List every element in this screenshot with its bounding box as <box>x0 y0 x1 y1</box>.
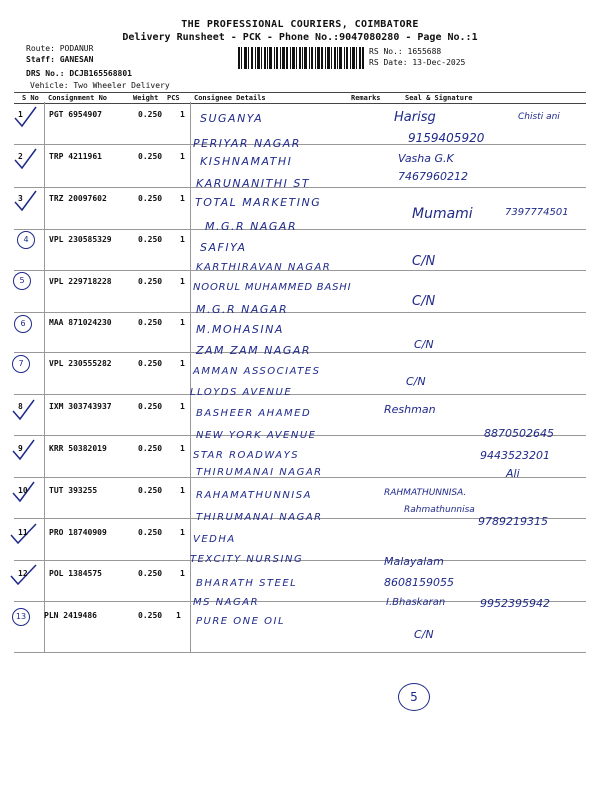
row-weight: 0.250 <box>138 486 163 495</box>
signature: Reshman <box>384 403 436 416</box>
signature-note: Chisti ani <box>518 112 560 122</box>
consignee-address: NEW YORK AVENUE <box>196 430 317 441</box>
runsheet-title: Delivery Runsheet - PCK - Phone No.:9047080280 - Page No.:1 <box>122 32 478 43</box>
row-consignment: TUT 393255 <box>49 486 98 495</box>
consignee-address: KARTHIRAVAN NAGAR <box>196 262 332 273</box>
consignee-address: LLOYDS AVENUE <box>190 387 293 398</box>
signature: C/N <box>406 375 426 388</box>
signature: Malayalam <box>384 555 444 568</box>
row-pcs: 1 <box>180 152 185 161</box>
signature: C/N <box>414 338 434 351</box>
phone-number: 9789219315 <box>478 515 548 528</box>
consignee-name: NOORUL MUHAMMED BASHI <box>193 282 352 293</box>
row-sno: 12 <box>18 569 28 578</box>
consignee-name: SAFIYA <box>200 241 247 254</box>
consignee-name: M.MOHASINA <box>196 323 284 336</box>
rs-date: RS Date: 13-Dec-2025 <box>369 58 466 67</box>
route-label: Route: PODANUR <box>26 44 94 53</box>
consignee-address: KARUNANITHI ST <box>196 177 311 190</box>
row-weight: 0.250 <box>138 110 163 119</box>
row-rule <box>14 229 586 230</box>
consignee-address: MS NAGAR <box>193 597 260 608</box>
signature: C/N <box>412 294 436 309</box>
row-consignment: TRZ 20097602 <box>49 194 107 203</box>
row-pcs: 1 <box>180 486 185 495</box>
consignee-address: M.G.R NAGAR <box>196 303 289 316</box>
row-weight: 0.250 <box>138 318 163 327</box>
row-pcs: 1 <box>180 235 185 244</box>
signature-note: C/N <box>414 628 434 641</box>
company-name: THE PROFESSIONAL COURIERS, COIMBATORE <box>181 19 419 30</box>
tick-icon <box>12 104 38 130</box>
col-remarks: Remarks <box>351 94 381 102</box>
consignee-name: BASHEER AHAMED <box>196 408 312 419</box>
row-weight: 0.250 <box>138 277 163 286</box>
row-consignment: MAA 871024230 <box>49 318 112 327</box>
row-sno: 9 <box>18 444 23 453</box>
consignee-name: KISHNAMATHI <box>200 155 293 168</box>
row-circle-mark: 7 <box>12 355 30 373</box>
consignee-address: ZAM ZAM NAGAR <box>196 344 312 357</box>
row-weight: 0.250 <box>138 444 163 453</box>
row-pcs: 1 <box>180 528 185 537</box>
header-rule-bottom <box>14 103 586 104</box>
row-consignment: KRR 50382019 <box>49 444 107 453</box>
page-count-mark: 5 <box>398 683 430 711</box>
row-sno: 1 <box>18 110 23 119</box>
row-rule <box>14 394 586 395</box>
col-weight: Weight <box>133 94 159 102</box>
col-consignee: Consignee Details <box>194 94 266 102</box>
row-sno: 8 <box>18 402 23 411</box>
phone-number: 9443523201 <box>480 449 550 462</box>
row-weight: 0.250 <box>138 194 163 203</box>
phone-number: 8870502645 <box>484 427 554 440</box>
col-pcs: PCS <box>167 94 180 102</box>
row-pcs: 1 <box>180 277 185 286</box>
row-sno: 10 <box>18 486 28 495</box>
row-rule <box>14 652 586 653</box>
row-pcs: 1 <box>180 110 185 119</box>
col-consignment: Consignment No <box>48 94 108 102</box>
vehicle-label: Vehicle: Two Wheeler Delivery <box>30 81 170 90</box>
row-weight: 0.250 <box>138 359 163 368</box>
consignee-name: PURE ONE OIL <box>196 616 286 627</box>
phone-number: 9952395942 <box>480 597 550 610</box>
row-consignment: TRP 4211961 <box>49 152 102 161</box>
signature: Mumami <box>412 206 473 222</box>
signature: RAHMATHUNNISA. <box>384 488 467 498</box>
signature: Harisg <box>394 110 436 125</box>
consignee-address: THIRUMANAI NAGAR <box>196 512 323 523</box>
col-divider <box>190 102 191 652</box>
row-consignment: PGT 6954907 <box>49 110 102 119</box>
drs-number: DRS No.: DCJB165568801 <box>26 69 132 78</box>
phone-number: 8608159055 <box>384 576 454 589</box>
row-consignment: POL 1384575 <box>49 569 102 578</box>
rs-number: RS No.: 1655688 <box>369 47 442 56</box>
signature: C/N <box>412 254 436 269</box>
tick-icon <box>10 397 36 423</box>
row-circle-mark: 13 <box>12 608 30 626</box>
phone-number: 7467960212 <box>398 170 468 183</box>
row-consignment: VPL 230555282 <box>49 359 112 368</box>
row-circle-mark: 5 <box>13 272 31 290</box>
staff-label: Staff: GANESAN <box>26 55 94 64</box>
row-pcs: 1 <box>180 569 185 578</box>
row-weight: 0.250 <box>138 402 163 411</box>
col-sno: S No <box>22 94 39 102</box>
consignee-address: THIRUMANAI NAGAR <box>196 467 323 478</box>
row-sno: 2 <box>18 152 23 161</box>
signature: Ali <box>506 467 520 480</box>
row-pcs: 1 <box>176 611 181 620</box>
col-divider <box>44 102 45 652</box>
row-weight: 0.250 <box>138 611 163 620</box>
row-weight: 0.250 <box>138 569 163 578</box>
row-circle-mark: 6 <box>14 315 32 333</box>
row-pcs: 1 <box>180 402 185 411</box>
consignee-address: TEXCITY NURSING <box>190 554 304 565</box>
consignee-name: SUGANYA <box>200 112 264 125</box>
row-weight: 0.250 <box>138 235 163 244</box>
consignee-address: M.G.R NAGAR <box>205 220 298 233</box>
tick-icon <box>12 146 38 172</box>
consignee-address: PERIYAR NAGAR <box>193 137 301 150</box>
row-consignment: VPL 230585329 <box>49 235 112 244</box>
col-seal-signature: Seal & Signature <box>405 94 473 102</box>
row-pcs: 1 <box>180 194 185 203</box>
consignee-name: RAHAMATHUNNISA <box>196 490 312 501</box>
signature: I.Bhaskaran <box>386 597 446 608</box>
barcode <box>238 47 364 69</box>
tick-icon <box>12 188 38 214</box>
row-consignment: PRO 18740909 <box>49 528 107 537</box>
row-consignment: VPL 229718228 <box>49 277 112 286</box>
phone-number: 7397774501 <box>505 207 569 218</box>
row-pcs: 1 <box>180 444 185 453</box>
signature-note: Rahmathunnisa <box>404 505 475 515</box>
row-sno: 3 <box>18 194 23 203</box>
row-consignment: PLN 2419486 <box>44 611 97 620</box>
row-consignment: IXM 303743937 <box>49 402 112 411</box>
row-weight: 0.250 <box>138 152 163 161</box>
consignee-name: AMMAN ASSOCIATES <box>193 366 321 377</box>
row-pcs: 1 <box>180 359 185 368</box>
row-rule <box>14 312 586 313</box>
tick-icon <box>10 437 36 463</box>
consignee-name: BHARATH STEEL <box>196 578 298 589</box>
phone-number: 9159405920 <box>408 131 485 145</box>
consignee-name: TOTAL MARKETING <box>195 196 322 209</box>
header-rule-top <box>14 92 586 93</box>
row-weight: 0.250 <box>138 528 163 537</box>
row-pcs: 1 <box>180 318 185 327</box>
row-circle-mark: 4 <box>17 231 35 249</box>
signature: Vasha G.K <box>398 152 454 165</box>
consignee-name: STAR ROADWAYS <box>193 450 300 461</box>
row-sno: 11 <box>18 528 28 537</box>
consignee-name: VEDHA <box>193 534 236 545</box>
